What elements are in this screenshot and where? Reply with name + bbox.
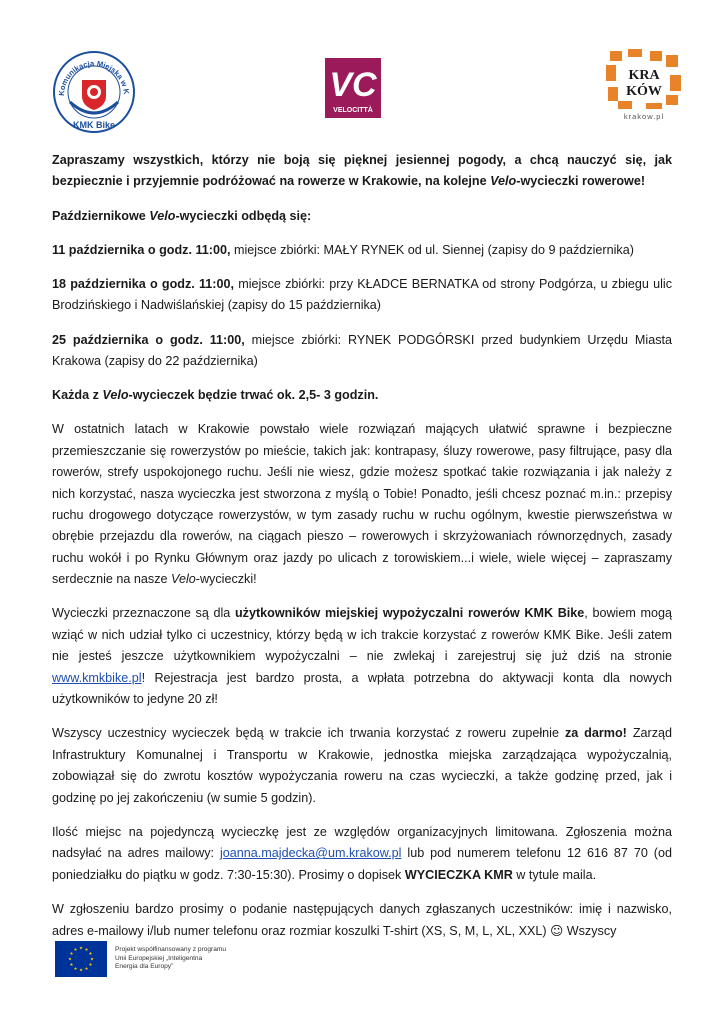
velocitta-logo — [325, 58, 381, 118]
smiley-icon: ☺ — [550, 923, 564, 939]
kmkbike-link[interactable]: www.kmkbike.pl — [52, 670, 142, 685]
eu-text-line-1: Projekt współfinansowany z programu — [115, 946, 227, 953]
kmk-bike-logo — [52, 50, 136, 134]
registration-paragraph: Ilość miejsc na pojedynczą wycieczkę jest ze względów organizacyjnych limitowana. Zgłoszenia można nadsyłać na adres mailowy: joanna.majdecka@um.krakow.pl lub pod numerem telefonu 12 616 87 70 (od poniedziałku do piątku w godz. 7:30-15:30). Prosimy o dopisek WYCIECZKA KMR w tytule maila. — [52, 824, 672, 882]
eu-text-line-3: Energia dla Europy” — [115, 963, 174, 971]
kmk-ring-text: Komunikacja Miejska w K — [56, 58, 132, 97]
kmk-bike-users-paragraph: Wycieczki przeznaczone są dla użytkowników miejskiej wypożyczalni rowerów KMK Bike, bowiem mogą wziąć w nich udział tylko ci uczestnicy, którzy będą w ich trakcie korzystać z rowerów KMK Bike. Jeśli zatem nie jesteś jeszcze użytkownikiem wypożyczalni – nie zwlekaj i zarejestruj się już dziś na stronie www.kmkbike.pl! Rejestracja jest bardzo prosta, a wpłata potrzebna do aktywacji konta dla nowych użytkowników to jedyne 20 zł! — [52, 606, 672, 707]
krakow-logo-line1: KRA — [628, 68, 660, 83]
trip-item-3: 25 października o godz. 11:00, miejsce zbiórki: RYNEK PODGÓRSKI przed budynkiem Urzędu Miasta Krakowa (zapisy do 22 października) — [52, 332, 672, 369]
krakow-logo-line2: KÓW — [626, 84, 662, 99]
intro-paragraph: Zapraszamy wszystkich, którzy nie boją się pięknej jesiennej pogody, a chcą nauczyć się, jak bezpiecznie i przyjemnie podróżować na rowerze w Krakowie, na kolejne Velo-wycieczki rowerowe! — [52, 153, 672, 189]
velocitta-initials: VC — [329, 66, 377, 104]
trip-item-1: 11 października o godz. 11:00, miejsce zbiórki: MAŁY RYNEK od ul. Siennej (zapisy do 9 października) — [52, 242, 634, 257]
duration-paragraph: Każda z Velo-wycieczek będzie trwać ok. 2,5- 3 godzin. — [52, 388, 379, 403]
infrastructure-paragraph: W ostatnich latach w Krakowie powstało wiele rozwiązań mających ułatwić sprawne i bezpieczne przemieszczanie się rowerzystów po mieście, takich jak: kontrapasy, śluzy rowerowe, pasy filtrujące, pasy dla rowerów, strefy uspokojonego ruchu. Jeśli nie wiesz, gdzie możesz spotkać takie rozwiązania i jak należy z nich korzystać, nasza wycieczka jest stworzona z myślą o Tobie! Ponadto, jeśli chcesz poznać m.in.: przepisy ruchu drogowego dotyczące rowerzystów, w tym zasady ruchu w ruchu ogólnym, kwestie pierwszeństwa w obrębie przejazdu dla rowerów, na ciągach pieszo – rowerowych i skrzyżowaniach równorzędnych, zasady ruchu wokół i po Rynku Głównym oraz jazdy po ulicach z torowiskiem...i wiele, wiele więcej – zapraszamy serdecznie na nasze Velo-wycieczki! — [52, 422, 672, 587]
trip-item-2: 18 października o godz. 11:00, miejsce zbiórki: przy KŁADCE BERNATKA od strony Podgórza, u zbiegu ulic Brodzińskiego i Nadwiślańskiej (zapisy do 15 października) — [52, 277, 672, 313]
october-heading: Październikowe Velo-wycieczki odbędą się: — [52, 208, 312, 223]
participant-data-paragraph: W zgłoszeniu bardzo prosimy o podanie następujących danych zgłaszanych uczestników: imię i nazwisko, adres e-mailowy i/lub numer telefonu oraz rozmiar koszulki T-shirt (XS, S, M, L, XL, XXL) ☺ Wszyscy — [52, 901, 672, 939]
eu-text-line-2: Unii Europejskiej „Inteligentna — [115, 954, 203, 962]
email-link[interactable]: joanna.majdecka@um.krakow.pl — [219, 846, 402, 861]
krakow-logo — [606, 49, 681, 121]
eu-flag-icon — [55, 941, 107, 977]
kmk-bike-name: KMK Bike — [72, 120, 116, 130]
krakow-logo-url: krakow.pl — [623, 112, 665, 121]
free-bike-paragraph: Wszyscy uczestnicy wycieczek będą w trakcie ich trwania korzystać z roweru zupełnie za darmo! Zarząd Infrastruktury Komunalnej i Transportu w Krakowie, jednostka miejska zarządzająca wypożyczalnią, zobowiązał się do zwrotu kosztów wypożyczania roweru na czas wycieczki, a także godzinę przed, jak i godzinę po jej zakończeniu (w sumie 5 godzin). — [52, 726, 673, 805]
velocitta-name: VELOCITTÀ — [333, 107, 373, 114]
document-body — [52, 150, 672, 955]
